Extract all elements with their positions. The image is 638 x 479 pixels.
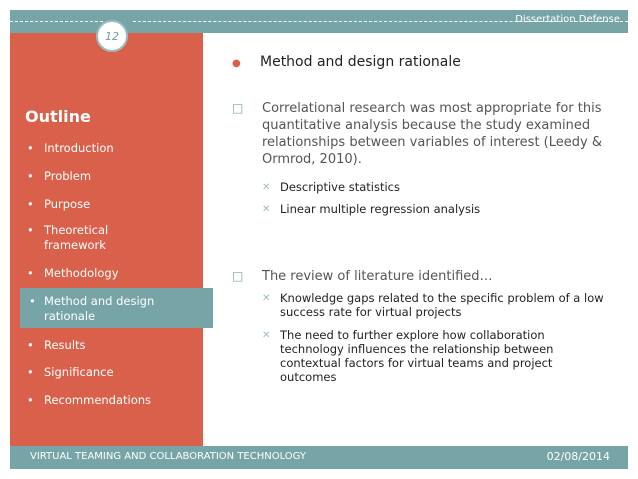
x-bullet-icon: ✕ [262, 330, 271, 341]
footer-title: VIRTUAL TEAMING AND COLLABORATION TECHNOLOGY [30, 451, 307, 462]
subpoint-text: Knowledge gaps related to the specific problem of a low success rate for virtual projects [280, 291, 604, 319]
outline-item-label: Results [44, 338, 86, 352]
outline-item-label: Purpose [44, 197, 91, 211]
header-divider-left [10, 21, 103, 22]
outline-item-label: Introduction [44, 141, 114, 155]
bullet-icon: • [27, 365, 34, 379]
subpoint-text: Descriptive statistics [280, 180, 400, 194]
bullet-icon: • [29, 294, 36, 308]
x-bullet-icon: ✕ [262, 182, 271, 193]
point-text: Correlational research was most appropriate for this quantitative analysis because the study examined relationships between variables of interest (Leedy & Ormrod, 2010). [262, 101, 602, 167]
bullet-icon: • [27, 338, 34, 352]
footer-bar [10, 446, 628, 469]
main-heading-text: Method and design rationale [260, 54, 461, 70]
subpoint-text: Linear multiple regression analysis [280, 202, 481, 216]
point-text: The review of literature identified… [262, 269, 493, 284]
bullet-icon: • [27, 141, 34, 155]
bullet-icon: • [27, 169, 34, 183]
bullet-icon: • [27, 266, 34, 280]
bullet-icon: • [27, 223, 34, 237]
outline-item-label: Significance [44, 365, 114, 379]
header-divider-right [133, 21, 628, 22]
outline-item-method-design-rationale[interactable] [20, 288, 213, 328]
slide-number-badge: 12 [96, 20, 128, 52]
subpoint-text: The need to further explore how collaboration technology influences the relationship between contextual factors for virtual teams and project outcomes [280, 328, 554, 384]
presentation-title: Dissertation Defense [515, 14, 620, 25]
bullet-icon: • [27, 393, 34, 407]
bullet-icon: • [27, 197, 34, 211]
outline-item-label: Methodology [44, 266, 119, 280]
x-bullet-icon: ✕ [262, 204, 271, 215]
outline-heading: Outline [25, 107, 91, 126]
footer-date: 02/08/2014 [546, 450, 610, 463]
x-bullet-icon: ✕ [262, 293, 271, 304]
outline-item-label: Method and design rationale [44, 294, 155, 323]
outline-item-label: Problem [44, 169, 92, 183]
outline-item-label: Theoretical framework [44, 223, 109, 252]
circle-bullet-icon: ● [232, 58, 241, 69]
outline-item-label: Recommendations [44, 393, 152, 407]
square-bullet-icon: □ [232, 269, 244, 283]
square-bullet-icon: □ [232, 101, 244, 115]
